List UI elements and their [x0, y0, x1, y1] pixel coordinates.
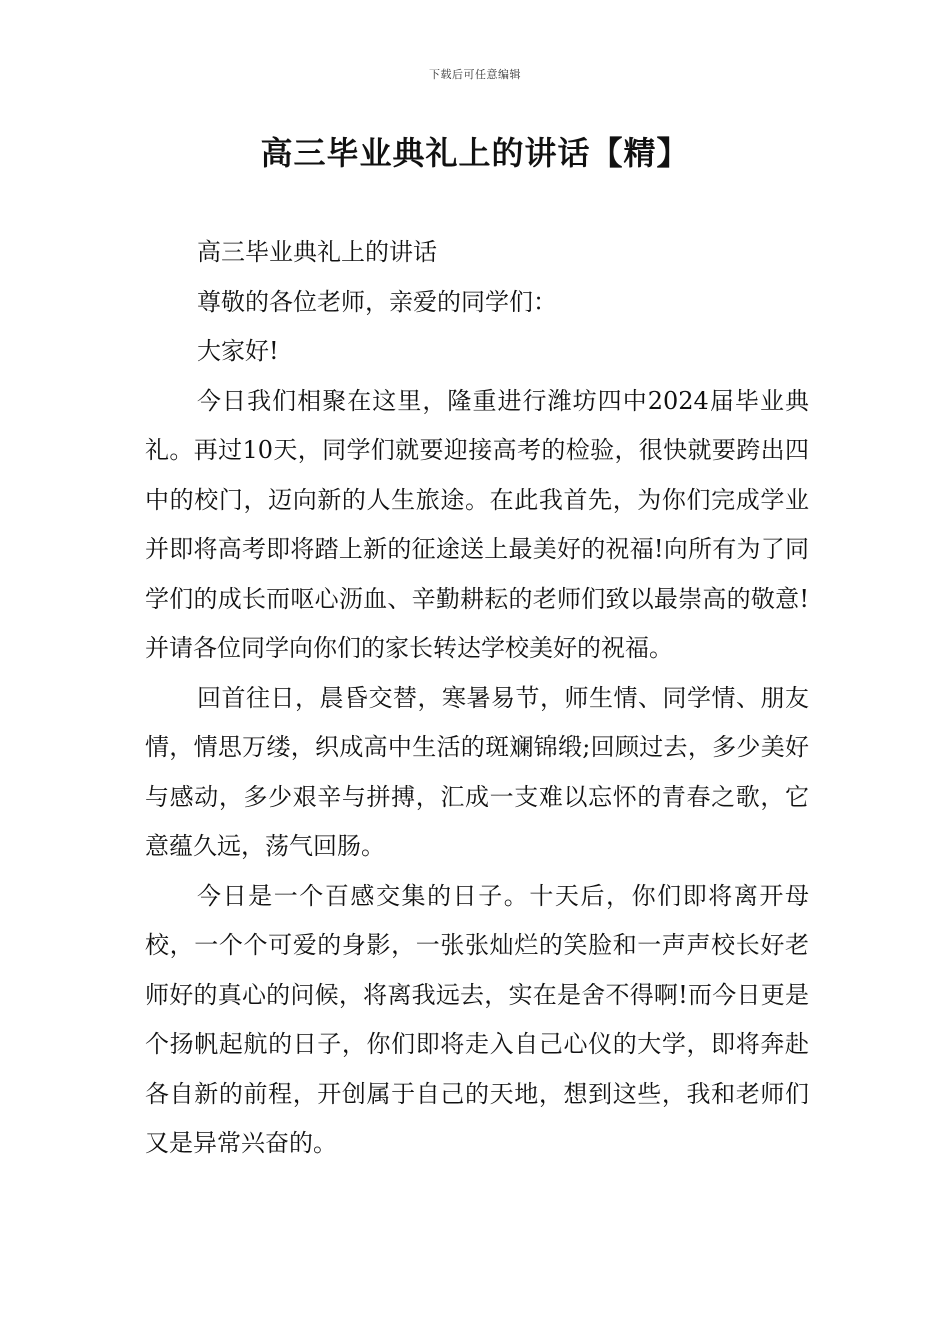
body-paragraph-greeting: 大家好! [197, 337, 279, 365]
document-body [145, 228, 809, 1169]
body-paragraph: 回首往日，晨昏交替，寒暑易节，师生情、同学情、朋友情，情思万缕，织成高中生活的斑斓锦缎;回顾过去，多少美好与感动，多少艰辛与拼搏，汇成一支难以忘怀的青春之歌，它意蕴久远，荡气回肠。 [145, 683, 809, 860]
body-paragraph: 今日我们相聚在这里，隆重进行潍坊四中2024届毕业典礼。再过10天，同学们就要迎接高考的检验，很快就要跨出四中的校门，迈向新的人生旅途。在此我首先，为你们完成学业并即将高考即将踏上新的征途送上最美好的祝福!向所有为了同学们的成长而呕心沥血、辛勤耕耘的老师们致以最崇高的敬意!并请各位同学向你们的家长转达学校美好的祝福。 [145, 386, 809, 662]
body-paragraph: 今日是一个百感交集的日子。十天后，你们即将离开母校，一个个可爱的身影，一张张灿烂的笑脸和一声声校长好老师好的真心的问候，将离我远去，实在是舍不得啊!而今日更是个扬帆起航的日子，你们即将走入自己心仪的大学，即将奔赴各自新的前程，开创属于自己的天地，想到这些，我和老师们又是异常兴奋的。 [145, 881, 809, 1157]
header-note: 下载后可任意编辑 [429, 68, 521, 81]
body-paragraph-subtitle: 高三毕业典礼上的讲话 [197, 238, 437, 266]
document-title: 高三毕业典礼上的讲话【精】 [260, 134, 690, 172]
body-paragraph-salutation: 尊敬的各位老师，亲爱的同学们： [197, 287, 557, 316]
